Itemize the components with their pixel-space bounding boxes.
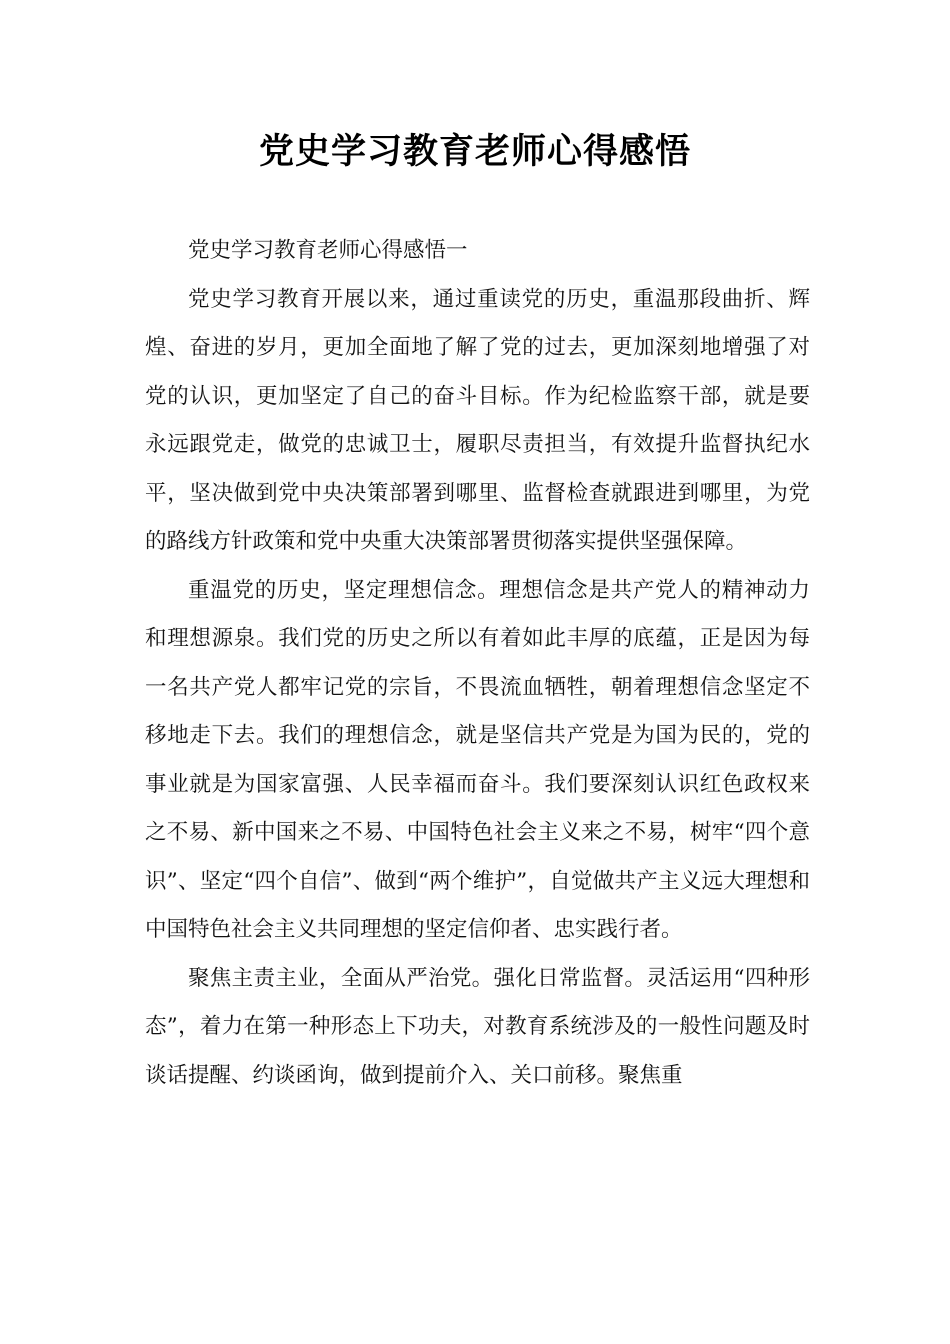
- paragraph: 聚焦主责主业，全面从严治党。强化日常监督。灵活运用“四种形态”，着力在第一种形态上下功夫，对教育系统涉及的一般性问题及时谈话提醒、约谈函询，做到提前介入、关口前移。聚焦重: [145, 965, 810, 1088]
- paragraph: 党史学习教育开展以来，通过重读党的历史，重温那段曲折、辉煌、奋进的岁月，更加全面地了解了党的过去，更加深刻地增强了对党的认识，更加坚定了自己的奋斗目标。作为纪检监察干部，就是要永远跟党走，做党的忠诚卫士，履职尽责担当，有效提升监督执纪水平，坚决做到党中央决策部署到哪里、监督检查就跟进到哪里，为党的路线方针政策和党中央重大决策部署贯彻落实提供坚强保障。: [145, 286, 810, 554]
- document-title: 党史学习教育老师心得感悟: [258, 132, 691, 172]
- section-heading: 党史学习教育老师心得感悟一: [188, 238, 468, 263]
- document-body: [145, 227, 810, 1100]
- paragraph: 重温党的历史，坚定理想信念。理想信念是共产党人的精神动力和理想源泉。我们党的历史之所以有着如此丰厚的底蕴，正是因为每一名共产党人都牢记党的宗旨，不畏流血牺牲，朝着理想信念坚定不移地走下去。我们的理想信念，就是坚信共产党是为国为民的，党的事业就是为国家富强、人民幸福而奋斗。我们要深刻认识红色政权来之不易、新中国来之不易、中国特色社会主义来之不易，树牢“四个意识”、坚定“四个自信”、做到“两个维护”，自觉做共产主义远大理想和中国特色社会主义共同理想的坚定信仰者、忠实践行者。: [145, 577, 810, 942]
